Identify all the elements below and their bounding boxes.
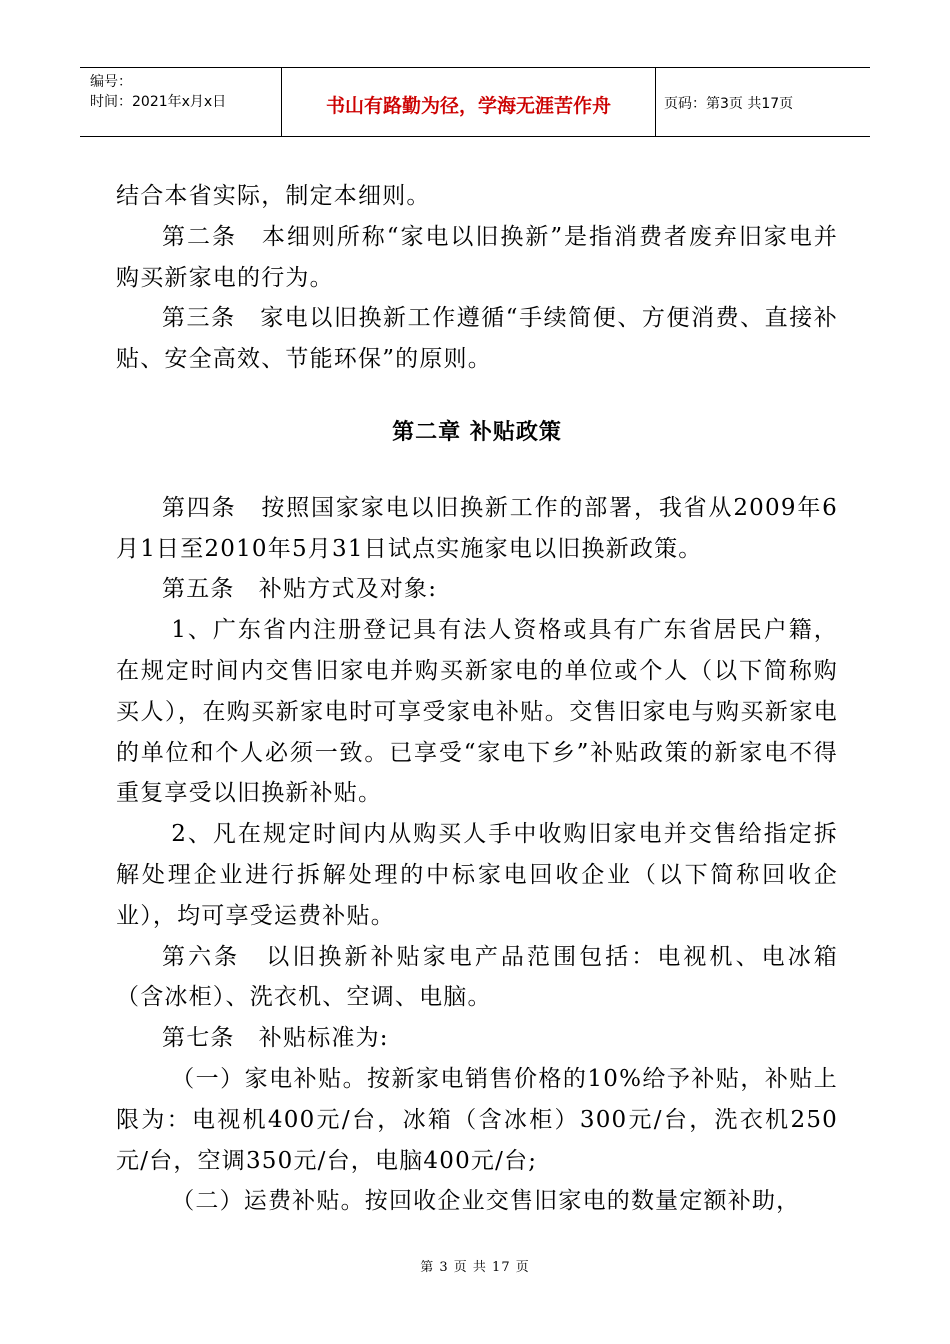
article-6: 第六条 以旧换新补贴家电产品范围包括：电视机、电冰箱（含冰柜）、洗衣机、空调、电脑。 — [116, 943, 838, 1011]
article-7-item-2: （二）运费补贴。按回收企业交售旧家电的数量定额补助， — [171, 1188, 801, 1215]
article-3: 第三条 家电以旧换新工作遵循“手续简便、方便消费、直接补贴、安全高效、节能环保”的原则。 — [116, 305, 838, 373]
article-5: 第五条 补贴方式及对象: — [162, 576, 438, 603]
article-5-item-1: 1、广东省内注册登记具有法人资格或具有广东省居民户籍，在规定时间内交售旧家电并购买新家电的单位或个人（以下简称购买人），在购买新家电时可享受家电补贴。交售旧家电与购买新家电的单位和个人必须一致。已享受“家电下乡”补贴政策的新家电不得重复享受以旧换新补贴。 — [116, 617, 838, 807]
header-motto: 书山有路勤为径，学海无涯苦作舟 — [282, 68, 656, 136]
document-body — [116, 176, 838, 1222]
page-footer: 第 3 页 共 17 页 — [420, 1260, 530, 1275]
header-page-info: 页码：第3页 共17页 — [664, 96, 794, 112]
article-4: 第四条 按照国家家电以旧换新工作的部署，我省从2009年6月1日至2010年5月31日试点实施家电以旧换新政策。 — [116, 494, 838, 562]
header-number-label: 编号： — [90, 74, 132, 90]
article-7: 第七条 补贴标准为: — [162, 1025, 389, 1052]
chapter-heading: 第二章 补贴政策 — [392, 419, 562, 445]
article-5-item-2: 2、凡在规定时间内从购买人手中收购旧家电并交售给指定拆解处理企业进行拆解处理的中标家电回收企业（以下简称回收企业），均可享受运费补贴。 — [116, 821, 838, 929]
paragraph-continuation: 结合本省实际，制定本细则。 — [116, 183, 431, 209]
article-7-item-1: （一）家电补贴。按新家电销售价格的10%给予补贴，补贴上限为：电视机400元/台，冰箱（含冰柜）300元/台，洗衣机250元/台，空调350元/台，电脑400元/台; — [116, 1065, 838, 1174]
page-header — [80, 67, 870, 137]
header-meta-cell — [80, 68, 282, 136]
article-2: 第二条 本细则所称“家电以旧换新”是指消费者废弃旧家电并购买新家电的行为。 — [116, 223, 838, 291]
header-date-label: 时间：2021年x月x日 — [90, 94, 227, 110]
